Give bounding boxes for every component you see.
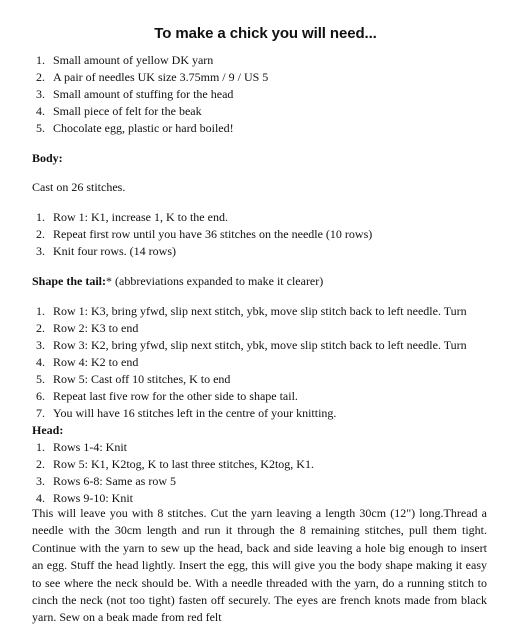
needs-item: Small piece of felt for the beak bbox=[53, 104, 202, 118]
body-step: Repeat first row until you have 36 stitches on the needle (10 rows) bbox=[53, 227, 373, 241]
head-step-number: 2. bbox=[36, 457, 45, 471]
head-step-number: 3. bbox=[36, 474, 45, 488]
needs-item: Chocolate egg, plastic or hard boiled! bbox=[53, 121, 234, 135]
tail-note: * (abbreviations expanded to make it clearer) bbox=[106, 274, 324, 288]
tail-step-number: 4. bbox=[36, 355, 45, 369]
tail-step-number: 1. bbox=[36, 304, 45, 318]
needs-number: 4. bbox=[36, 104, 45, 118]
tail-step: Repeat last five row for the other side to shape tail. bbox=[53, 389, 298, 403]
head-step-number: 1. bbox=[36, 440, 45, 454]
tail-step: Row 4: K2 to end bbox=[53, 355, 139, 369]
needs-number: 2. bbox=[36, 70, 45, 84]
tail-heading-line bbox=[32, 274, 323, 289]
needs-item: A pair of needles UK size 3.75mm / 9 / US 5 bbox=[53, 70, 269, 84]
head-instructions-paragraph: This will leave you with 8 stitches. Cut the yarn leaving a length 30cm (12") long.Thread a needle with the 30cm length and run it through the 8 remaining stitches, pull them tight. Continue with the yarn to sew up the head, back and side leaving a hole big enough to insert an egg. Stuff the head lightly. Insert the egg, this will give you the body shape making it easy to see where the neck should be. With a needle threaded with the yarn, do a running stitch to cinch the neck (not too tight) fasten off securely. The eyes are french knots made from black yarn. Sew on a beak made from red felt bbox=[32, 506, 487, 625]
needs-number: 5. bbox=[36, 121, 45, 135]
head-step-number: 4. bbox=[36, 491, 45, 505]
head-step: Rows 9-10: Knit bbox=[53, 491, 134, 505]
tail-step-number: 6. bbox=[36, 389, 45, 403]
tail-step-number: 3. bbox=[36, 338, 45, 352]
head-step: Rows 6-8: Same as row 5 bbox=[53, 474, 176, 488]
body-step-number: 1. bbox=[36, 210, 45, 224]
tail-step: Row 5: Cast off 10 stitches, K to end bbox=[53, 372, 231, 386]
body-heading: Body: bbox=[32, 151, 63, 165]
body-step: Row 1: K1, increase 1, K to the end. bbox=[53, 210, 228, 224]
tail-step-number: 2. bbox=[36, 321, 45, 335]
head-step: Rows 1-4: Knit bbox=[53, 440, 128, 454]
tail-step-number: 7. bbox=[36, 406, 45, 420]
tail-step: You will have 16 stitches left in the centre of your knitting. bbox=[53, 406, 337, 420]
body-step-number: 2. bbox=[36, 227, 45, 241]
head-step: Row 5: K1, K2tog, K to last three stitches, K2tog, K1. bbox=[53, 457, 314, 471]
needs-number: 1. bbox=[36, 53, 45, 67]
tail-heading: Shape the tail: bbox=[32, 274, 107, 288]
tail-step: Row 2: K3 to end bbox=[53, 321, 139, 335]
head-heading: Head: bbox=[32, 423, 64, 437]
body-intro: Cast on 26 stitches. bbox=[32, 180, 126, 194]
tail-step-number: 5. bbox=[36, 372, 45, 386]
body-step: Knit four rows. (14 rows) bbox=[53, 244, 176, 258]
page-title: To make a chick you will need... bbox=[154, 25, 377, 42]
tail-step: Row 3: K2, bring yfwd, slip next stitch, ybk, move slip stitch back to left needle. Turn bbox=[53, 338, 467, 352]
tail-step: Row 1: K3, bring yfwd, slip next stitch, ybk, move slip stitch back to left needle. Turn bbox=[53, 304, 467, 318]
needs-number: 3. bbox=[36, 87, 45, 101]
needs-item: Small amount of yellow DK yarn bbox=[53, 53, 214, 67]
body-step-number: 3. bbox=[36, 244, 45, 258]
needs-item: Small amount of stuffing for the head bbox=[53, 87, 234, 101]
